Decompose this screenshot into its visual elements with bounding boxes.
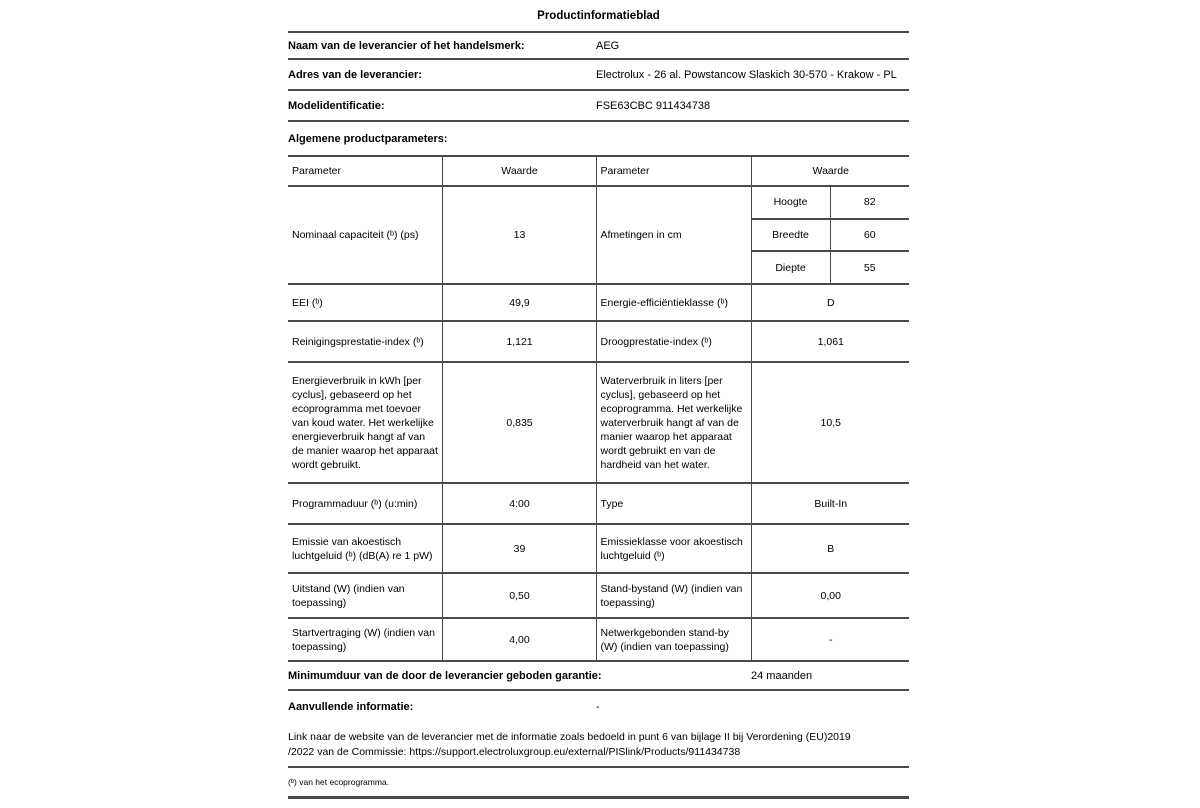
param-eei: EEI (ᵇ) xyxy=(288,284,442,321)
param-off-mode: Uitstand (W) (indien van toepassing) xyxy=(288,573,442,618)
dimension-height-label: Hoogte xyxy=(752,187,831,218)
value-delay-start: 4,00 xyxy=(442,618,596,661)
value-networked-standby: - xyxy=(751,618,909,661)
page-title: Productinformatieblad xyxy=(537,9,660,22)
dimension-depth-label: Diepte xyxy=(752,252,831,283)
value-off-mode: 0,50 xyxy=(442,573,596,618)
param-energy-class: Energie-efficiëntieklasse (ᵇ) xyxy=(596,284,751,321)
param-water-consumption: Waterverbruik in liters [per cyclus], gebaseerd op het ecoprogramma. Het werkelijke waterverbruik hangt af van de manier waarop het apparaat wordt gebruikt en van de hardheid van het water. xyxy=(596,362,751,483)
footnote-row xyxy=(288,768,909,799)
param-energy-consumption: Energieverbruik in kWh [per cyclus], gebaseerd op het ecoprogramma met toevoer van koud water. Het werkelijke energieverbruik hangt af van de manier waarop het apparaat wordt gebruikt. xyxy=(288,362,442,483)
param-type: Type xyxy=(596,483,751,524)
table-row-eei xyxy=(288,284,909,321)
param-delay-start: Startvertraging (W) (indien van toepassing) xyxy=(288,618,442,661)
table-row-capacity-dimensions xyxy=(288,186,909,284)
guarantee-value: 24 maanden xyxy=(751,669,813,682)
dimension-width-value: 60 xyxy=(863,229,876,241)
supplier-name-value: AEG xyxy=(596,39,620,52)
dimension-row-width xyxy=(752,220,910,253)
supplier-website-paragraph xyxy=(288,722,909,768)
table-row-delay-network xyxy=(288,618,909,661)
guarantee-row xyxy=(288,662,909,691)
param-programme-duration: Programmaduur (ᵇ) (u:min) xyxy=(288,483,442,524)
dimension-row-height xyxy=(752,187,910,220)
table-row-duration-type xyxy=(288,483,909,524)
table-header-row xyxy=(288,156,909,186)
value-programme-duration: 4:00 xyxy=(442,483,596,524)
model-identifier-label: Modelidentificatie: xyxy=(288,99,385,112)
value-energy-consumption: 0,835 xyxy=(442,362,596,483)
title-row xyxy=(288,0,909,33)
additional-info-value: - xyxy=(596,700,600,713)
sheet-content xyxy=(288,0,909,799)
dimension-width-label: Breedte xyxy=(752,220,831,251)
param-noise-emission: Emissie van akoestisch luchtgeluid (ᵇ) (dB(A) re 1 pW) xyxy=(288,524,442,573)
param-noise-class: Emissieklasse voor akoestisch luchtgeluid (ᵇ) xyxy=(596,524,751,573)
model-identifier-row xyxy=(288,91,909,122)
dimension-height-value: 82 xyxy=(863,196,876,209)
param-networked-standby: Netwerkgebonden stand-by (W) (indien van toepassing) xyxy=(596,618,751,661)
supplier-name-row xyxy=(288,33,909,60)
value-noise-class: B xyxy=(751,524,909,573)
link-paragraph-line2-prefix: /2022 van de Commissie: xyxy=(288,746,410,758)
supplier-name-label: Naam van de leverancier of het handelsmerk: xyxy=(288,39,525,52)
supplier-address-label: Adres van de leverancier: xyxy=(288,68,422,81)
dimension-depth-value: 55 xyxy=(863,261,876,274)
column-header-value-left: Waarde xyxy=(442,156,596,186)
supplier-address-value: Electrolux - 26 al. Powstancow Slaskich 30-570 - Krakow - PL xyxy=(596,68,897,81)
additional-info-row xyxy=(288,691,909,722)
dimensions-rows xyxy=(752,187,910,283)
dimensions-subtable xyxy=(751,186,909,284)
value-rated-capacity: 13 xyxy=(442,186,596,284)
column-header-parameter-left: Parameter xyxy=(288,156,442,186)
supplier-address-row xyxy=(288,60,909,91)
param-standby-mode: Stand-bystand (W) (indien van toepassing) xyxy=(596,573,751,618)
general-parameters-heading: Algemene productparameters: xyxy=(288,132,448,145)
value-standby-mode: 0,00 xyxy=(751,573,909,618)
column-header-parameter-right: Parameter xyxy=(596,156,751,186)
model-identifier-value: FSE63CBC 911434738 xyxy=(596,99,711,112)
column-header-value-right: Waarde xyxy=(751,156,909,186)
guarantee-label: Minimumduur van de door de leverancier geboden garantie: xyxy=(288,669,602,682)
param-cleaning-index: Reinigingsprestatie-index (ᵇ) xyxy=(288,321,442,362)
parameters-table xyxy=(288,155,909,662)
value-noise-emission: 39 xyxy=(442,524,596,573)
value-cleaning-index: 1,121 xyxy=(442,321,596,362)
ecoprogramme-footnote: (ᵇ) van het ecoprogramma. xyxy=(288,777,389,787)
additional-info-label: Aanvullende informatie: xyxy=(288,700,414,713)
value-type: Built-In xyxy=(751,483,909,524)
value-drying-index: 1,061 xyxy=(751,321,909,362)
param-drying-index: Droogprestatie-index (ᵇ) xyxy=(596,321,751,362)
value-eei: 49,9 xyxy=(442,284,596,321)
link-paragraph-line1: Link naar de website van de leverancier met de informatie zoals bedoeld in punt 6 van bijlage II bij Verordening (EU)2019 xyxy=(288,731,851,743)
table-row-noise xyxy=(288,524,909,573)
table-row-off-standby xyxy=(288,573,909,618)
param-dimensions: Afmetingen in cm xyxy=(596,186,751,284)
supplier-website-link[interactable]: https://support.electroluxgroup.eu/external/PISlink/Products/911434738 xyxy=(409,746,741,758)
table-row-cleaning-drying xyxy=(288,321,909,362)
table-row-energy-water xyxy=(288,362,909,483)
param-rated-capacity: Nominaal capaciteit (ᵇ) (ps) xyxy=(288,186,442,284)
link-paragraph-line2 xyxy=(288,745,909,760)
value-water-consumption: 10,5 xyxy=(751,362,909,483)
value-energy-class: D xyxy=(751,284,909,321)
dimension-row-depth xyxy=(752,252,910,283)
